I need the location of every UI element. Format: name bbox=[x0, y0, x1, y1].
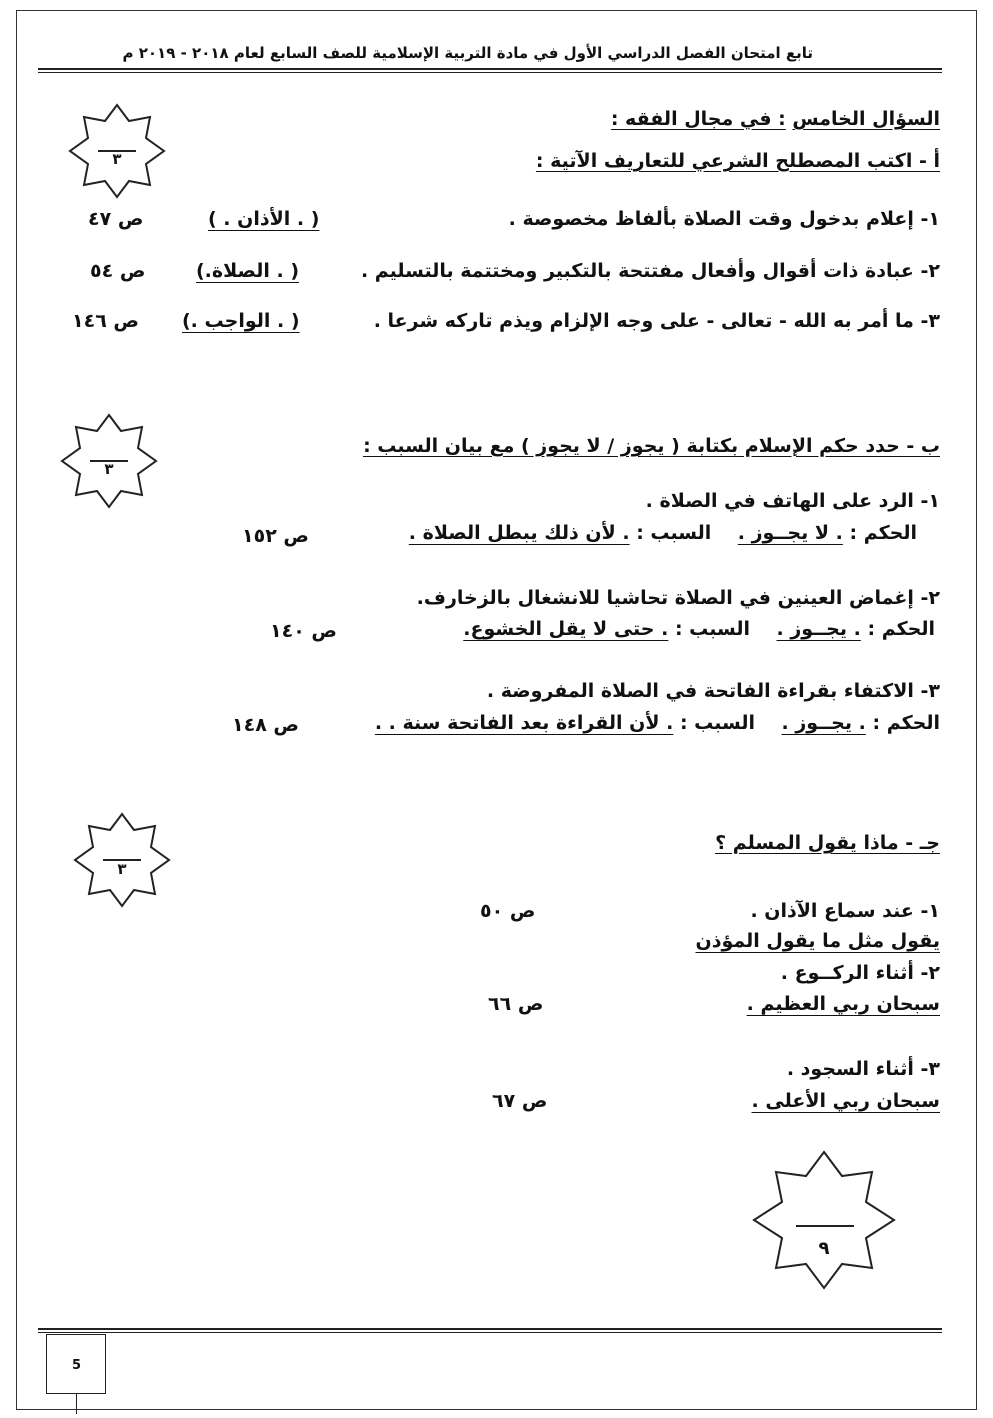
header-rule-thin bbox=[38, 72, 942, 73]
part-a-item-2: ٢- عبادة ذات أقوال وأفعال مفتتحة بالتكبير ومختتمة بالتسليم . bbox=[360, 260, 940, 282]
part-b-score: ٣ bbox=[104, 460, 114, 478]
section-subtitle: : في مجال الفقه : bbox=[610, 108, 786, 130]
ruling-label: الحكم : bbox=[849, 522, 917, 544]
section-title-text: السؤال الخامس bbox=[792, 108, 940, 130]
part-a-page-3: ص ١٤٦ bbox=[72, 310, 139, 332]
part-a-answer-2 bbox=[196, 260, 299, 282]
part-a-page-2: ص ٥٤ bbox=[90, 260, 146, 282]
footer-rule bbox=[38, 1328, 942, 1330]
header-rule bbox=[38, 68, 942, 70]
part-b-page-3: ص ١٤٨ bbox=[232, 714, 299, 736]
part-a-answer-3-text: ( . الواجب .) bbox=[182, 310, 300, 332]
page-box-tail bbox=[76, 1394, 77, 1414]
section-title bbox=[611, 108, 940, 130]
reason-label: السبب : bbox=[636, 522, 712, 544]
part-b-item-2-answer-line bbox=[463, 618, 935, 640]
part-c-answer-2 bbox=[747, 993, 940, 1015]
part-a-heading: أ - اكتب المصطلح الشرعي للتعاريف الآتية : bbox=[535, 150, 940, 172]
part-b-reason-2: . حتى لا يقل الخشوع. bbox=[463, 618, 669, 640]
part-b-item-2: ٢- إغماض العينين في الصلاة تحاشيا للانشغال بالزخارف. bbox=[416, 587, 940, 609]
exam-header: تابع امتحان الفصل الدراسي الأول في مادة التربية الإسلامية للصف السابع لعام ٢٠١٨ - ٢٠١٩ م bbox=[122, 44, 813, 62]
part-b-page-2: ص ١٤٠ bbox=[270, 620, 337, 642]
part-b-ruling-1: . لا يجــوز . bbox=[737, 522, 843, 544]
part-b-ruling-2: . يجــوز . bbox=[776, 618, 861, 640]
part-c-answer-3 bbox=[752, 1090, 940, 1112]
part-b-reason-3: . لأن القراءة بعد الفاتحة سنة . . bbox=[374, 712, 674, 734]
total-score: ٩ bbox=[818, 1238, 830, 1259]
part-b-item-3: ٣- الاكتفاء بقراءة الفاتحة في الصلاة المفروضة . bbox=[486, 680, 940, 702]
part-a-answer-1-text: ( . الأذان . ) bbox=[208, 208, 320, 230]
part-b-item-3-answer-line bbox=[375, 712, 940, 734]
part-a-answer-1 bbox=[208, 208, 319, 230]
part-b-item-1: ١- الرد على الهاتف في الصلاة . bbox=[645, 490, 940, 512]
part-c-score: ٣ bbox=[117, 860, 127, 878]
part-c-item-3: ٣- أثناء السجود . bbox=[786, 1058, 940, 1080]
part-c-answer-2-text: سبحان ربي العظيم . bbox=[746, 993, 940, 1015]
part-a-score: ٣ bbox=[112, 150, 122, 168]
part-b-page-1: ص ١٥٢ bbox=[242, 525, 309, 547]
part-c-page-3: ص ٦٧ bbox=[492, 1090, 548, 1112]
part-b-reason-1: . لأن ذلك يبطل الصلاة . bbox=[408, 522, 630, 544]
part-a-answer-2-text: ( . الصلاة.) bbox=[196, 260, 300, 282]
part-c-answer-1-text: يقول مثل ما يقول المؤذن bbox=[695, 930, 940, 952]
part-c-heading: جـ - ماذا يقول المسلم ؟ bbox=[715, 832, 940, 854]
part-c-answer-1 bbox=[695, 930, 940, 952]
part-b-heading: ب - حدد حكم الإسلام بكتابة ( يجوز / لا يجوز ) مع بيان السبب : bbox=[363, 435, 940, 457]
reason-label: السبب : bbox=[674, 618, 751, 640]
part-a-item-1: ١- إعلام بدخول وقت الصلاة بألفاظ مخصوصة . bbox=[508, 208, 940, 230]
ruling-label: الحكم : bbox=[867, 618, 935, 640]
total-score-star bbox=[752, 1150, 896, 1290]
part-c-item-2: ٢- أثناء الركــوع . bbox=[780, 962, 940, 984]
part-a-answer-3 bbox=[182, 310, 300, 332]
part-b-ruling-3: . يجــوز . bbox=[781, 712, 866, 734]
part-c-item-1: ١- عند سماع الآذان . bbox=[750, 900, 940, 922]
reason-label: السبب : bbox=[679, 712, 756, 734]
footer-rule-thin bbox=[38, 1332, 942, 1333]
part-c-page-1: ص ٥٠ bbox=[480, 900, 536, 922]
part-a-item-3: ٣- ما أمر به الله - تعالى - على وجه الإلزام ويذم تاركه شرعا . bbox=[373, 310, 940, 332]
page-number: 5 bbox=[72, 1358, 82, 1373]
part-c-page-2: ص ٦٦ bbox=[488, 993, 544, 1015]
ruling-label: الحكم : bbox=[872, 712, 940, 734]
part-a-page-1: ص ٤٧ bbox=[88, 208, 144, 230]
part-c-answer-3-text: سبحان ربي الأعلى . bbox=[751, 1090, 940, 1112]
part-b-item-1-answer-line bbox=[409, 522, 917, 544]
